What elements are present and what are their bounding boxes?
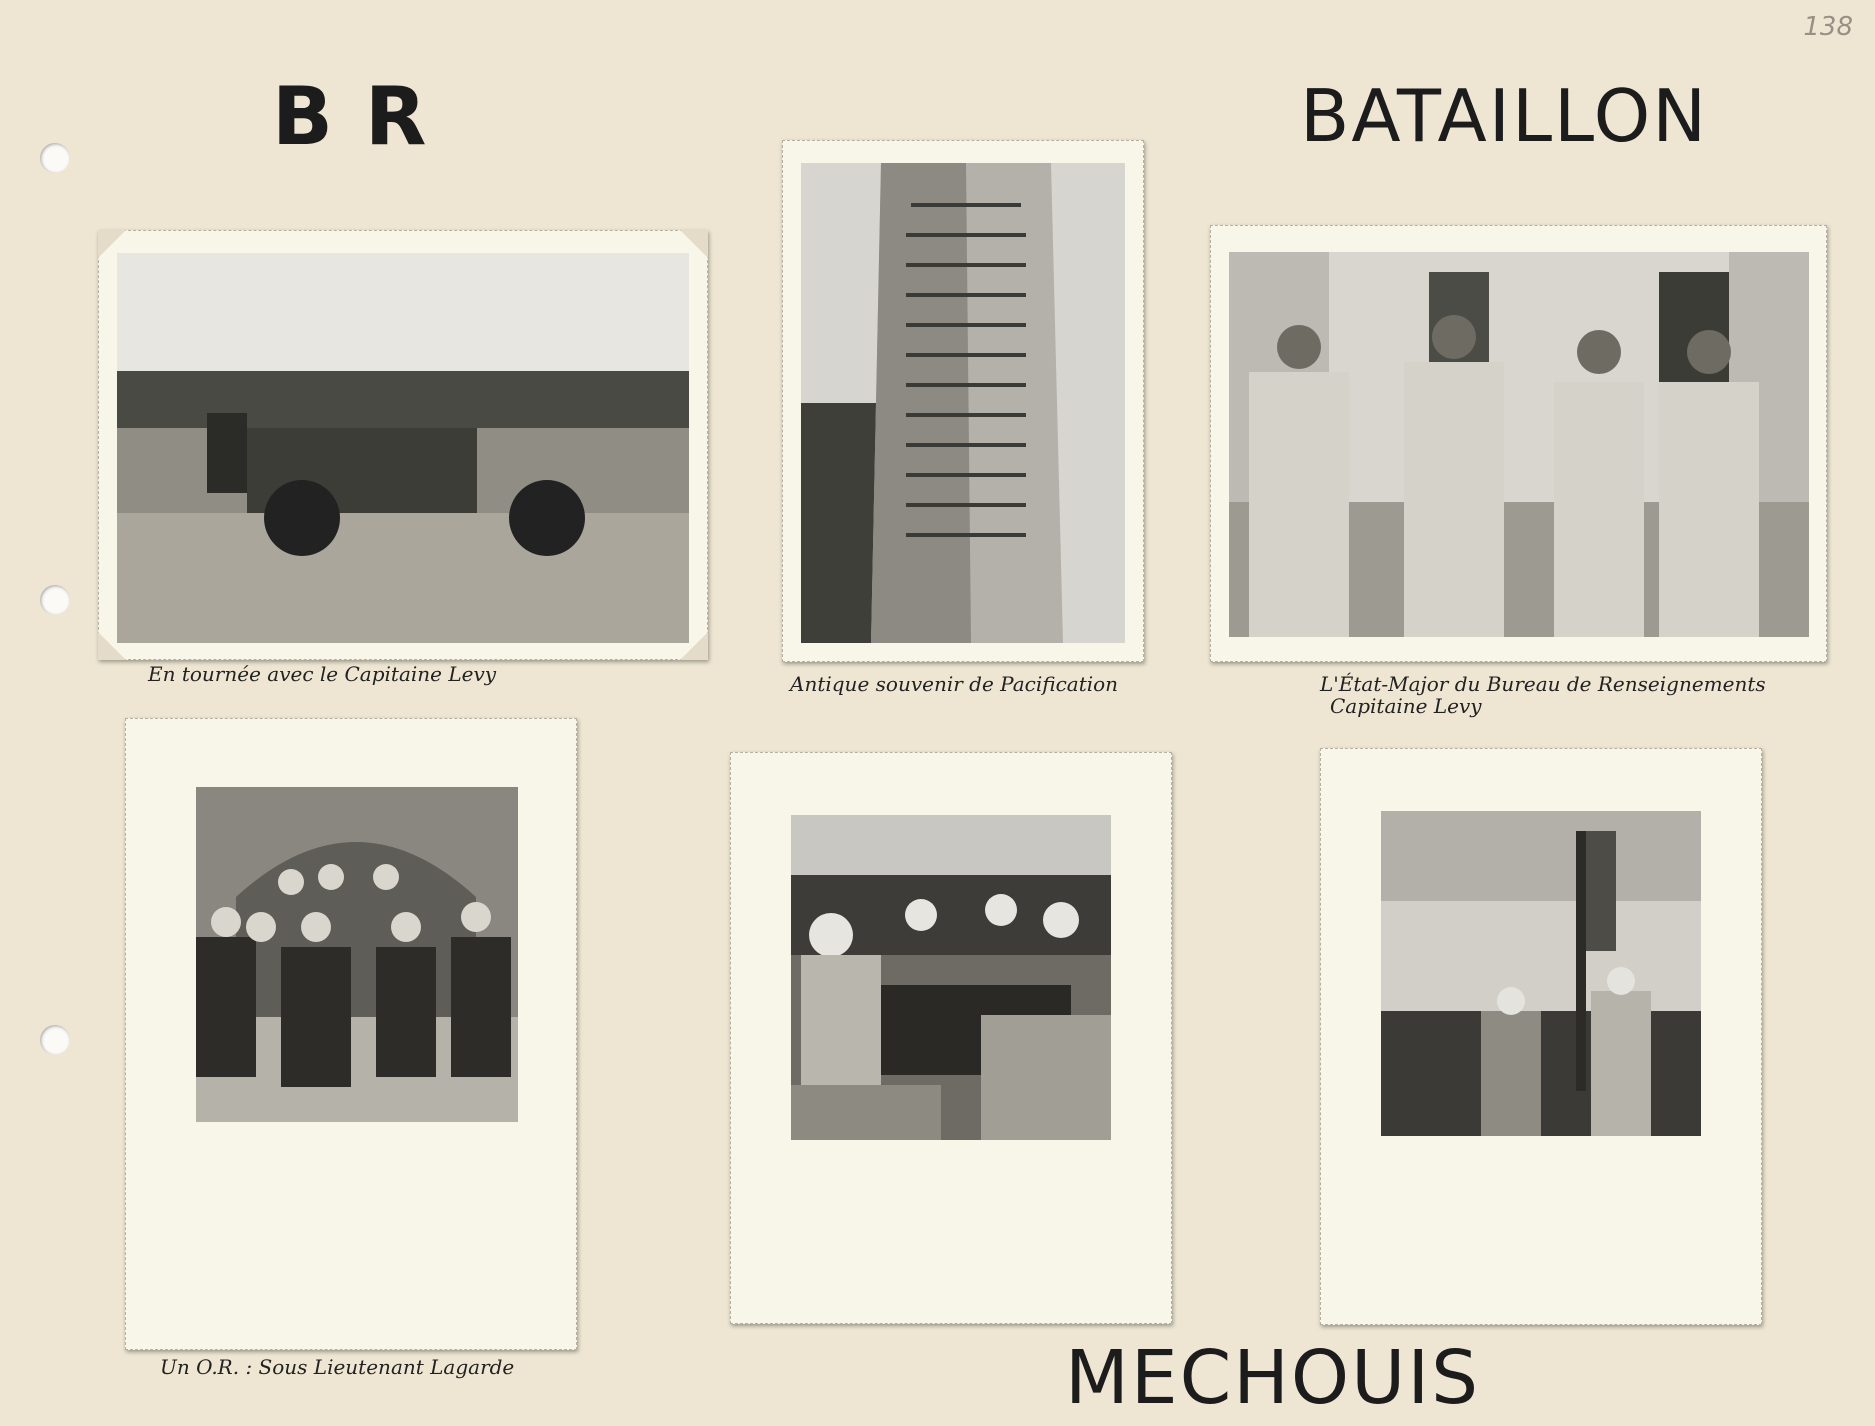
heading-mechouis: MECHOUIS xyxy=(1065,1335,1481,1421)
photo-print-mechoui-2 xyxy=(1320,748,1762,1325)
binder-hole-middle xyxy=(40,585,70,615)
heading-bataillon: BATAILLON xyxy=(1300,74,1709,158)
photo-mechoui-roasting xyxy=(1381,811,1701,1136)
photo-print-jeep xyxy=(98,230,708,660)
photo-mechoui-carving xyxy=(791,815,1111,1140)
photo-print-monument xyxy=(782,140,1144,662)
photo-jeep-patrol xyxy=(117,253,689,643)
caption-group: Un O.R. : Sous Lieutenant Lagarde xyxy=(160,1355,515,1379)
caption-staff-line1: L'État-Major du Bureau de Renseignements xyxy=(1320,672,1766,696)
caption-staff-line2: Capitaine Levy xyxy=(1330,694,1482,718)
photo-print-mechoui-1 xyxy=(730,752,1172,1324)
binder-hole-bottom xyxy=(40,1025,70,1055)
photo-staff-officers xyxy=(1229,252,1809,637)
photo-monument xyxy=(801,163,1125,643)
page-number: 138 xyxy=(1803,12,1853,42)
heading-br: B R xyxy=(272,70,429,163)
binder-hole-top xyxy=(40,143,70,173)
caption-jeep: En tournée avec le Capitaine Levy xyxy=(148,662,497,686)
photo-print-staff xyxy=(1210,225,1827,662)
photo-group-indoor xyxy=(196,787,518,1122)
caption-monument: Antique souvenir de Pacification xyxy=(790,672,1119,696)
photo-print-group xyxy=(125,718,577,1350)
